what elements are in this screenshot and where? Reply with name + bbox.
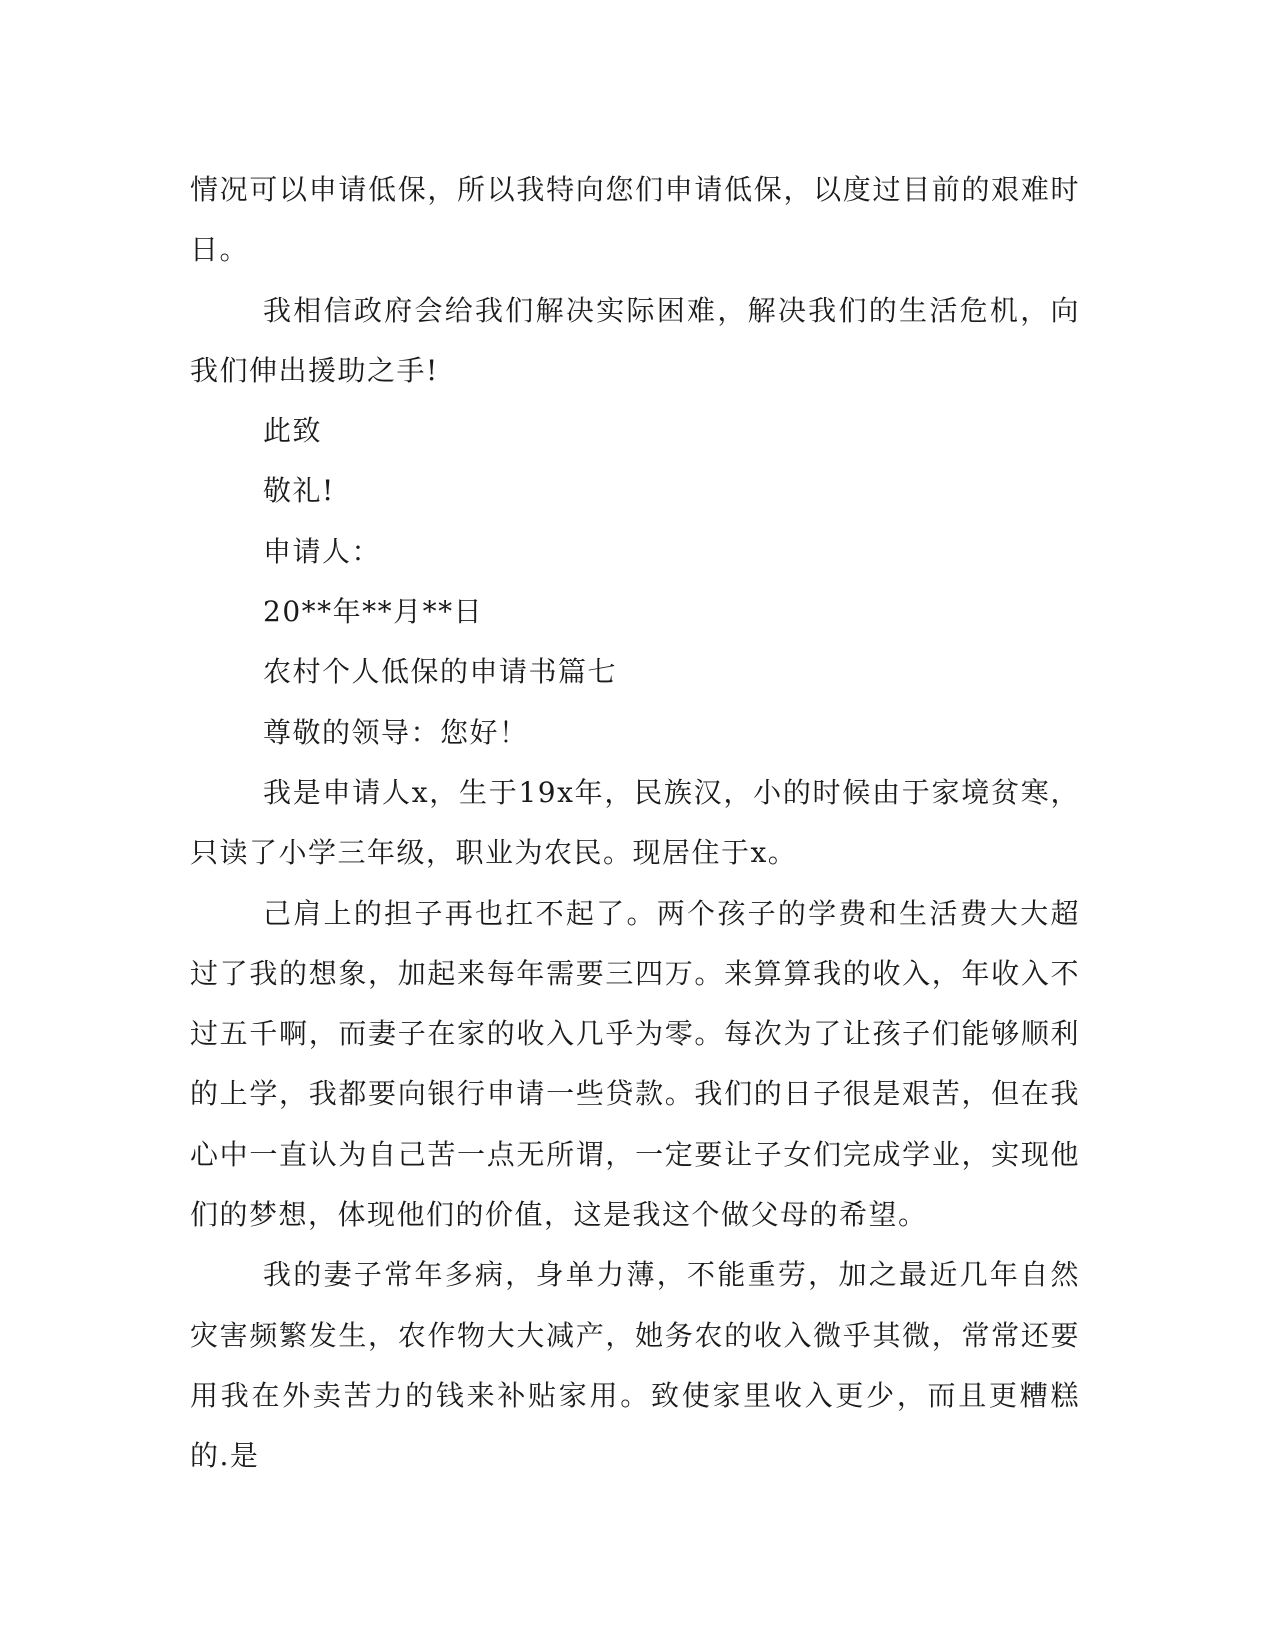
paragraph: 我相信政府会给我们解决实际困难，解决我们的生活危机，向我们伸出援助之手!: [190, 293, 1080, 387]
paragraph: 己肩上的担子再也扛不起了。两个孩子的学费和生活费大大超过了我的想象，加起来每年需要三四万。来算算我的收入，年收入不过五千啊，而妻子在家的收入几乎为零。每次为了让孩子们能够顺利的上学，我都要向银行申请一些贷款。我们的日子很是艰苦，但在我心中一直认为自己苦一点无所谓，一定要让子女们完成学业，实现他们的梦想，体现他们的价值，这是我这个做父母的希望。: [190, 896, 1080, 1232]
date-line: 20**年**月**日: [263, 595, 484, 629]
section-heading: 农村个人低保的申请书篇七: [263, 655, 618, 689]
paragraph: 情况可以申请低保，所以我特向您们申请低保，以度过目前的艰难时日。: [190, 173, 1080, 267]
paragraph: 我的妻子常年多病，身单力薄，不能重劳，加之最近几年自然灾害频繁发生，农作物大大减产，她务农的收入微乎其微，常常还要用我在外卖苦力的钱来补贴家用。致使家里收入更少，而且更糟糕的.是: [190, 1258, 1080, 1473]
applicant-signature-line: 申请人：: [263, 534, 382, 568]
closing-regards: 敬礼!: [263, 474, 335, 508]
document-body: [190, 160, 1080, 1487]
paragraph: 我是申请人x，生于19x年，民族汉，小的时候由于家境贫寒，只读了小学三年级，职业为农民。现居住于x。: [190, 775, 1080, 870]
closing-salutation: 此致: [263, 414, 323, 448]
greeting: 尊敬的领导：您好！: [263, 715, 529, 749]
